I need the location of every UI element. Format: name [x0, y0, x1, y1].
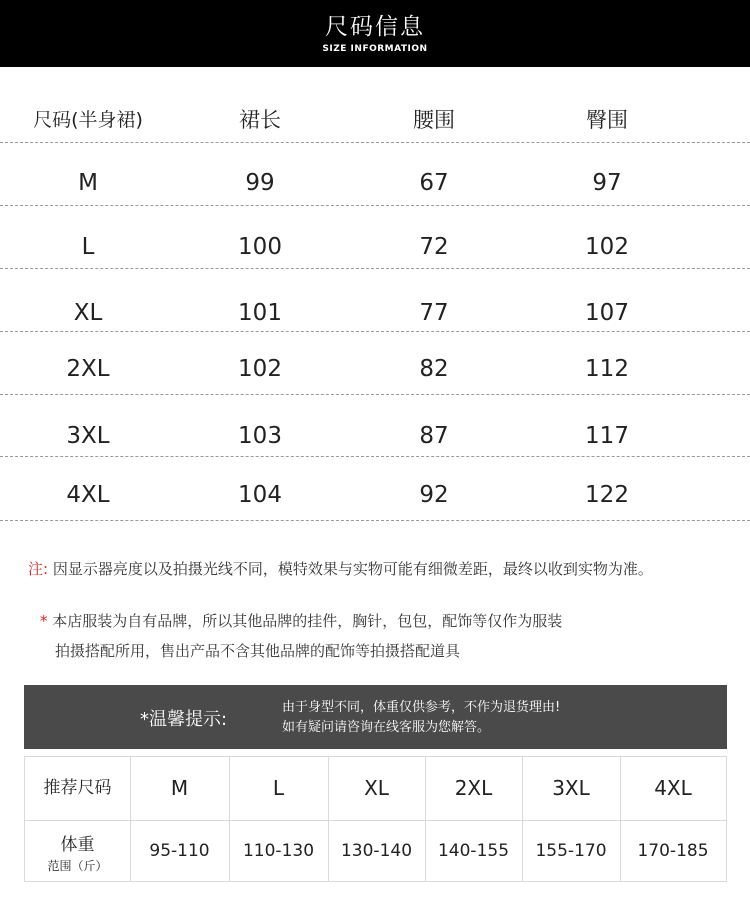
length-cell: 103 — [238, 423, 282, 449]
note-text: 因显示器亮度以及拍摄光线不同，模特效果与实物可能有细微差距，最终以收到实物为准。 — [52, 560, 653, 578]
waist-cell: 67 — [419, 170, 449, 196]
row-divider — [0, 456, 750, 457]
waist-cell: 87 — [419, 423, 449, 449]
tip-label: *温馨提示: — [140, 709, 228, 730]
waist-cell: 92 — [419, 482, 449, 508]
table-row — [0, 480, 750, 510]
note-prefix: 注: — [28, 560, 49, 578]
column-header-size: 尺码(半身裙) — [33, 109, 143, 131]
waist-cell: 82 — [419, 356, 449, 382]
size-cell: M — [78, 170, 98, 196]
length-cell: 104 — [238, 482, 282, 508]
table-row — [0, 232, 750, 262]
accessory-disclaimer — [40, 606, 562, 666]
column-header-length: 裙长 — [239, 108, 281, 132]
recommended-size-label: 推荐尺码 — [43, 778, 112, 798]
weight-cell: 110-130 — [242, 841, 315, 861]
hip-cell: 122 — [585, 482, 629, 508]
size-cell: 4XL — [66, 482, 110, 508]
size-cell: 3XL — [66, 423, 110, 449]
weight-unit-label: 范围（斤） — [47, 859, 108, 873]
size-cell: L — [81, 234, 95, 260]
size-cell: 3XL — [552, 776, 590, 800]
row-divider — [0, 268, 750, 269]
tip-text — [282, 698, 560, 738]
recommend-table — [24, 756, 727, 882]
length-cell: 101 — [238, 300, 282, 326]
table-row — [0, 298, 750, 328]
note-star: * — [40, 612, 48, 630]
size-cell: XL — [364, 776, 389, 800]
tip-banner — [24, 685, 727, 749]
size-cell: 4XL — [654, 776, 692, 800]
row-divider — [0, 331, 750, 332]
weight-cell: 155-170 — [535, 841, 607, 861]
waist-cell: 77 — [419, 300, 449, 326]
size-cell: 2XL — [66, 356, 110, 382]
tip-line: 由于身型不同，体重仅供参考，不作为退货理由! — [282, 700, 561, 715]
row-divider — [0, 205, 750, 206]
length-cell: 102 — [238, 356, 282, 382]
hip-cell: 102 — [585, 234, 629, 260]
weight-label: 体重 — [60, 835, 95, 855]
row-divider — [0, 520, 750, 521]
note-line: 拍摄搭配所用，售出产品不含其他品牌的配饰等拍摄搭配道具 — [55, 642, 461, 660]
display-disclaimer — [28, 558, 653, 579]
weight-cell: 170-185 — [637, 841, 709, 861]
size-table-header — [0, 105, 750, 135]
page-header — [0, 0, 750, 67]
column-header-waist: 腰围 — [413, 108, 455, 132]
length-cell: 99 — [245, 170, 275, 196]
hip-cell: 107 — [585, 300, 629, 326]
hip-cell: 112 — [585, 356, 629, 382]
weight-cell: 95-110 — [149, 841, 210, 861]
page-title: 尺码信息 — [325, 14, 425, 40]
row-divider — [0, 142, 750, 143]
weight-cell: 130-140 — [340, 841, 413, 861]
waist-cell: 72 — [419, 234, 449, 260]
size-cell: 2XL — [454, 776, 493, 800]
weight-range-label — [25, 820, 130, 882]
size-cell: M — [170, 776, 189, 800]
row-divider — [0, 394, 750, 395]
weight-cell: 140-155 — [437, 841, 510, 861]
tip-line: 如有疑问请咨询在线客服为您解答。 — [282, 720, 491, 735]
length-cell: 100 — [238, 234, 282, 260]
size-cell: L — [272, 776, 285, 800]
hip-cell: 97 — [592, 170, 622, 196]
table-row — [0, 354, 750, 384]
hip-cell: 117 — [585, 423, 629, 449]
table-row — [0, 421, 750, 451]
note-line: 本店服装为自有品牌，所以其他品牌的挂件，胸针，包包，配饰等仅作为服装 — [52, 612, 563, 630]
size-cell: XL — [73, 300, 103, 326]
table-row — [0, 168, 750, 198]
column-header-hip: 臀围 — [586, 108, 628, 132]
page-subtitle: SIZE INFORMATION — [322, 44, 428, 54]
